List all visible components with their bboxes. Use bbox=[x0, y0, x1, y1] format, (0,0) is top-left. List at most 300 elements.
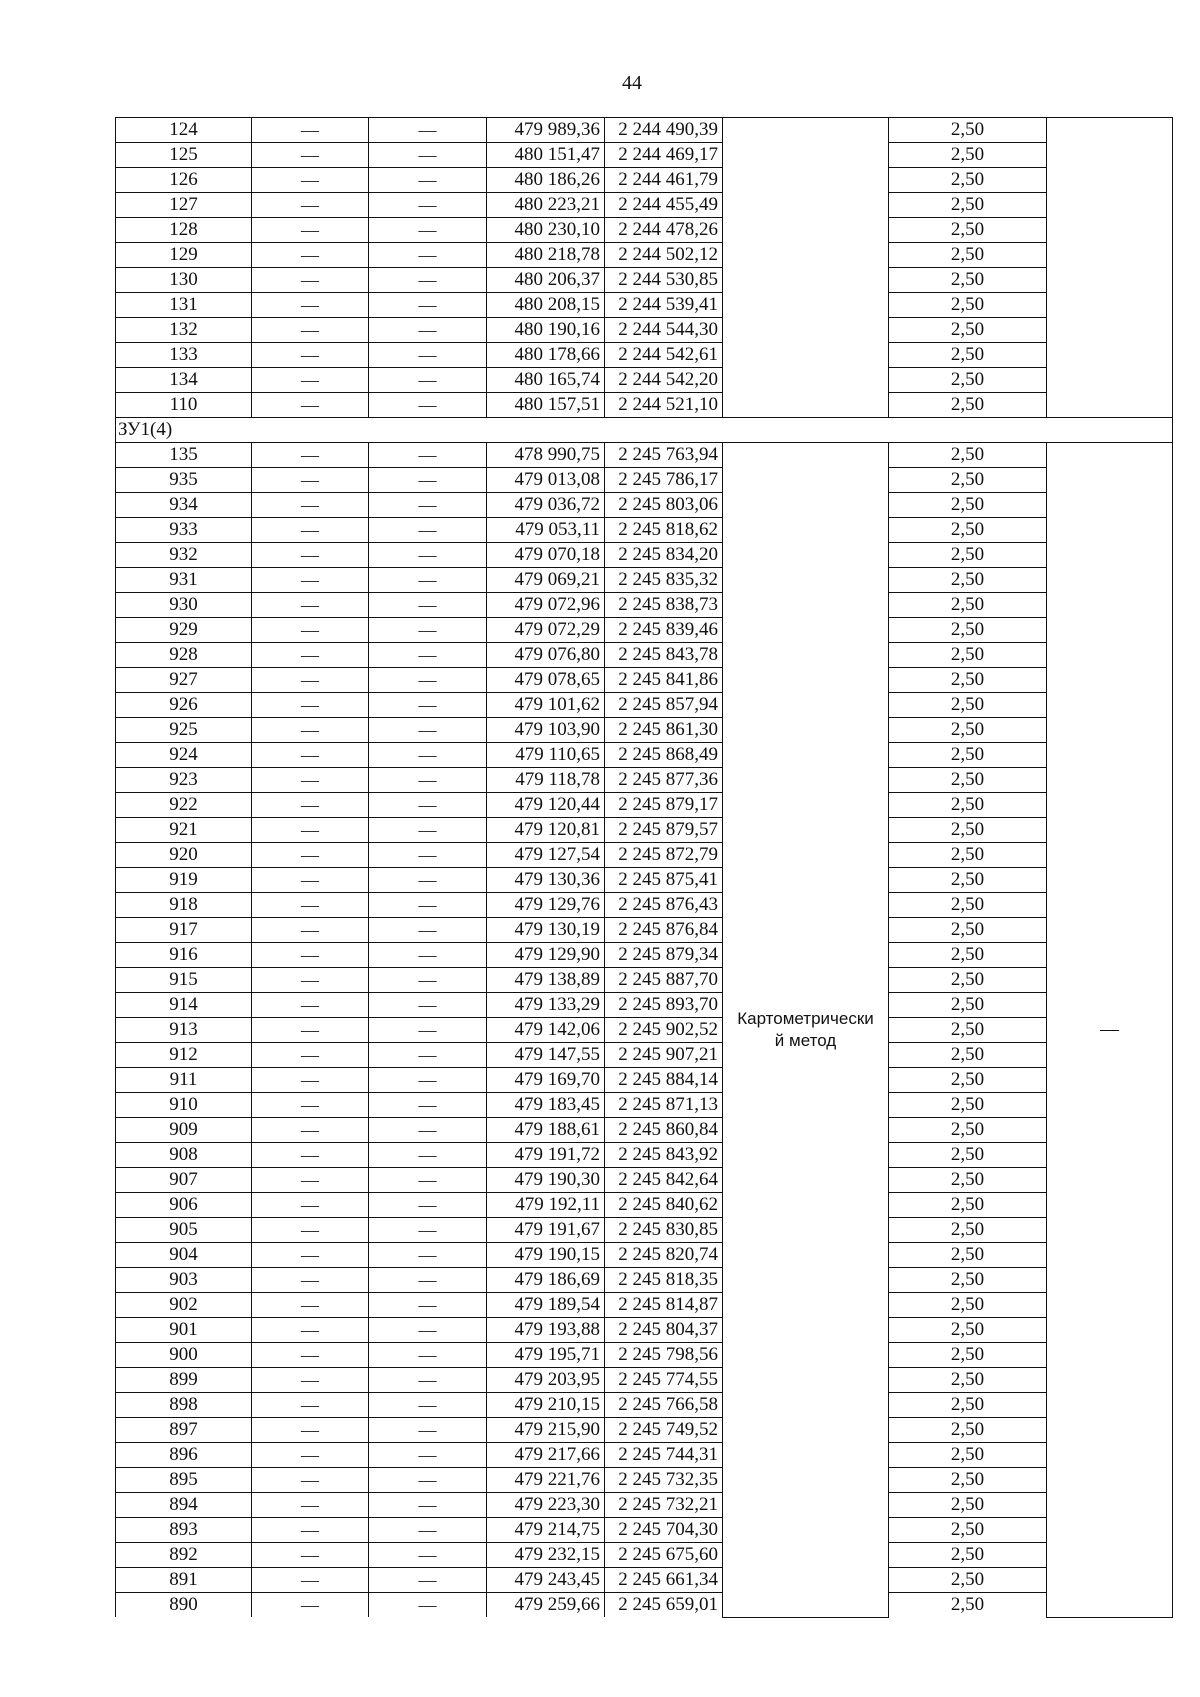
table-row bbox=[116, 543, 1173, 568]
point-number: 892 bbox=[116, 1543, 252, 1568]
point-number: 918 bbox=[116, 893, 252, 918]
table-row bbox=[116, 868, 1173, 893]
table-row bbox=[116, 193, 1173, 218]
table-row bbox=[116, 1168, 1173, 1193]
table-row bbox=[116, 818, 1173, 843]
coord-y: 2 245 732,35 bbox=[605, 1468, 723, 1493]
accuracy-value: 2,50 bbox=[889, 518, 1047, 543]
table-row bbox=[116, 318, 1173, 343]
table-row bbox=[116, 1343, 1173, 1368]
dash-cell: — bbox=[369, 1193, 487, 1218]
accuracy-value: 2,50 bbox=[889, 368, 1047, 393]
coord-y: 2 245 830,85 bbox=[605, 1218, 723, 1243]
dash-cell: — bbox=[252, 1068, 369, 1093]
dash-cell: — bbox=[252, 593, 369, 618]
dash-cell: — bbox=[252, 818, 369, 843]
dash-cell: — bbox=[252, 243, 369, 268]
coord-y: 2 245 803,06 bbox=[605, 493, 723, 518]
dash-cell: — bbox=[369, 1543, 487, 1568]
point-number: 906 bbox=[116, 1193, 252, 1218]
coord-x: 479 221,76 bbox=[487, 1468, 605, 1493]
point-number: 925 bbox=[116, 718, 252, 743]
coord-x: 479 078,65 bbox=[487, 668, 605, 693]
coord-x: 480 157,51 bbox=[487, 393, 605, 418]
coord-y: 2 244 542,20 bbox=[605, 368, 723, 393]
coord-x: 480 208,15 bbox=[487, 293, 605, 318]
coord-x: 479 191,72 bbox=[487, 1143, 605, 1168]
coord-x: 479 036,72 bbox=[487, 493, 605, 518]
coord-x: 479 259,66 bbox=[487, 1593, 605, 1618]
coord-y: 2 244 478,26 bbox=[605, 218, 723, 243]
coord-x: 479 053,11 bbox=[487, 518, 605, 543]
accuracy-value: 2,50 bbox=[889, 268, 1047, 293]
coord-y: 2 245 818,35 bbox=[605, 1268, 723, 1293]
accuracy-value: 2,50 bbox=[889, 468, 1047, 493]
table-row bbox=[116, 1093, 1173, 1118]
point-number: 913 bbox=[116, 1018, 252, 1043]
coord-y: 2 245 868,49 bbox=[605, 743, 723, 768]
coord-x: 479 101,62 bbox=[487, 693, 605, 718]
point-number: 919 bbox=[116, 868, 252, 893]
table-row bbox=[116, 443, 1173, 468]
point-number: 896 bbox=[116, 1443, 252, 1468]
accuracy-value: 2,50 bbox=[889, 1493, 1047, 1518]
dash-cell: — bbox=[252, 518, 369, 543]
accuracy-value: 2,50 bbox=[889, 168, 1047, 193]
dash-cell: — bbox=[369, 1018, 487, 1043]
coord-x: 479 232,15 bbox=[487, 1543, 605, 1568]
accuracy-value: 2,50 bbox=[889, 743, 1047, 768]
accuracy-value: 2,50 bbox=[889, 143, 1047, 168]
point-number: 899 bbox=[116, 1368, 252, 1393]
point-number: 912 bbox=[116, 1043, 252, 1068]
coord-x: 479 223,30 bbox=[487, 1493, 605, 1518]
coord-y: 2 245 835,32 bbox=[605, 568, 723, 593]
coord-x: 480 186,26 bbox=[487, 168, 605, 193]
table-row bbox=[116, 143, 1173, 168]
coord-y: 2 244 530,85 bbox=[605, 268, 723, 293]
coord-y: 2 245 820,74 bbox=[605, 1243, 723, 1268]
point-number: 129 bbox=[116, 243, 252, 268]
accuracy-value: 2,50 bbox=[889, 1468, 1047, 1493]
coord-x: 479 210,15 bbox=[487, 1393, 605, 1418]
accuracy-value: 2,50 bbox=[889, 1268, 1047, 1293]
point-number: 908 bbox=[116, 1143, 252, 1168]
section-label: ЗУ1(4) bbox=[116, 418, 1173, 443]
note-cell: — bbox=[1047, 443, 1173, 1618]
table-row bbox=[116, 1418, 1173, 1443]
accuracy-value: 2,50 bbox=[889, 1318, 1047, 1343]
coord-y: 2 244 502,12 bbox=[605, 243, 723, 268]
point-number: 917 bbox=[116, 918, 252, 943]
dash-cell: — bbox=[252, 768, 369, 793]
coord-y: 2 245 744,31 bbox=[605, 1443, 723, 1468]
accuracy-value: 2,50 bbox=[889, 1568, 1047, 1593]
coord-y: 2 245 732,21 bbox=[605, 1493, 723, 1518]
table-row bbox=[116, 393, 1173, 418]
accuracy-value: 2,50 bbox=[889, 1193, 1047, 1218]
point-number: 130 bbox=[116, 268, 252, 293]
dash-cell: — bbox=[369, 1568, 487, 1593]
coord-y: 2 244 490,39 bbox=[605, 118, 723, 143]
dash-cell: — bbox=[369, 243, 487, 268]
table-row bbox=[116, 1593, 1173, 1618]
point-number: 933 bbox=[116, 518, 252, 543]
table-row bbox=[116, 1393, 1173, 1418]
coord-x: 479 072,96 bbox=[487, 593, 605, 618]
dash-cell: — bbox=[252, 443, 369, 468]
dash-cell: — bbox=[252, 1168, 369, 1193]
dash-cell: — bbox=[252, 918, 369, 943]
coord-x: 480 223,21 bbox=[487, 193, 605, 218]
dash-cell: — bbox=[252, 1468, 369, 1493]
table-row bbox=[116, 218, 1173, 243]
dash-cell: — bbox=[252, 1268, 369, 1293]
point-number: 930 bbox=[116, 593, 252, 618]
point-number: 932 bbox=[116, 543, 252, 568]
accuracy-value: 2,50 bbox=[889, 843, 1047, 868]
coord-y: 2 245 766,58 bbox=[605, 1393, 723, 1418]
table-row bbox=[116, 518, 1173, 543]
coord-x: 479 118,78 bbox=[487, 768, 605, 793]
coord-y: 2 245 774,55 bbox=[605, 1368, 723, 1393]
coord-y: 2 244 521,10 bbox=[605, 393, 723, 418]
point-number: 909 bbox=[116, 1118, 252, 1143]
accuracy-value: 2,50 bbox=[889, 818, 1047, 843]
dash-cell: — bbox=[252, 618, 369, 643]
coord-y: 2 245 861,30 bbox=[605, 718, 723, 743]
dash-cell: — bbox=[252, 1043, 369, 1068]
table-row bbox=[116, 1468, 1173, 1493]
accuracy-value: 2,50 bbox=[889, 693, 1047, 718]
table-row bbox=[116, 643, 1173, 668]
coord-x: 480 230,10 bbox=[487, 218, 605, 243]
accuracy-value: 2,50 bbox=[889, 668, 1047, 693]
dash-cell: — bbox=[369, 1318, 487, 1343]
coordinates-table bbox=[115, 117, 1173, 1618]
section-header-row bbox=[116, 418, 1173, 443]
dash-cell: — bbox=[369, 1243, 487, 1268]
coord-x: 479 190,15 bbox=[487, 1243, 605, 1268]
dash-cell: — bbox=[369, 118, 487, 143]
table-row bbox=[116, 918, 1173, 943]
dash-cell: — bbox=[369, 318, 487, 343]
point-number: 128 bbox=[116, 218, 252, 243]
dash-cell: — bbox=[252, 1093, 369, 1118]
coord-y: 2 245 798,56 bbox=[605, 1343, 723, 1368]
dash-cell: — bbox=[252, 1193, 369, 1218]
dash-cell: — bbox=[369, 293, 487, 318]
table-row bbox=[116, 1543, 1173, 1568]
coord-x: 479 130,36 bbox=[487, 868, 605, 893]
dash-cell: — bbox=[369, 518, 487, 543]
accuracy-value: 2,50 bbox=[889, 943, 1047, 968]
table-row bbox=[116, 1118, 1173, 1143]
dash-cell: — bbox=[369, 718, 487, 743]
coord-x: 480 165,74 bbox=[487, 368, 605, 393]
dash-cell: — bbox=[369, 743, 487, 768]
coord-y: 2 245 659,01 bbox=[605, 1593, 723, 1618]
table-row bbox=[116, 1293, 1173, 1318]
accuracy-value: 2,50 bbox=[889, 1243, 1047, 1268]
table-row bbox=[116, 768, 1173, 793]
coord-x: 479 120,81 bbox=[487, 818, 605, 843]
accuracy-value: 2,50 bbox=[889, 1518, 1047, 1543]
dash-cell: — bbox=[369, 693, 487, 718]
coord-x: 479 147,55 bbox=[487, 1043, 605, 1068]
point-number: 890 bbox=[116, 1593, 252, 1618]
point-number: 929 bbox=[116, 618, 252, 643]
dash-cell: — bbox=[369, 768, 487, 793]
point-number: 126 bbox=[116, 168, 252, 193]
table-row bbox=[116, 843, 1173, 868]
point-number: 125 bbox=[116, 143, 252, 168]
accuracy-value: 2,50 bbox=[889, 1368, 1047, 1393]
dash-cell: — bbox=[369, 1043, 487, 1068]
point-number: 915 bbox=[116, 968, 252, 993]
table-row bbox=[116, 1018, 1173, 1043]
coord-x: 479 190,30 bbox=[487, 1168, 605, 1193]
coord-y: 2 245 879,57 bbox=[605, 818, 723, 843]
coord-x: 479 138,89 bbox=[487, 968, 605, 993]
coord-y: 2 244 469,17 bbox=[605, 143, 723, 168]
dash-cell: — bbox=[252, 643, 369, 668]
coord-x: 480 151,47 bbox=[487, 143, 605, 168]
dash-cell: — bbox=[369, 1468, 487, 1493]
dash-cell: — bbox=[369, 343, 487, 368]
point-number: 907 bbox=[116, 1168, 252, 1193]
group-2-rows bbox=[116, 443, 1173, 1618]
accuracy-value: 2,50 bbox=[889, 1068, 1047, 1093]
dash-cell: — bbox=[252, 168, 369, 193]
dash-cell: — bbox=[369, 1518, 487, 1543]
table-row bbox=[116, 343, 1173, 368]
table-row bbox=[116, 268, 1173, 293]
method-line-1: Картометрически bbox=[737, 1008, 874, 1028]
dash-cell: — bbox=[369, 1168, 487, 1193]
table-row bbox=[116, 1443, 1173, 1468]
method-cell bbox=[723, 118, 889, 418]
coord-x: 479 070,18 bbox=[487, 543, 605, 568]
dash-cell: — bbox=[252, 143, 369, 168]
accuracy-value: 2,50 bbox=[889, 1043, 1047, 1068]
coord-y: 2 245 843,92 bbox=[605, 1143, 723, 1168]
accuracy-value: 2,50 bbox=[889, 718, 1047, 743]
dash-cell: — bbox=[369, 793, 487, 818]
dash-cell: — bbox=[369, 268, 487, 293]
dash-cell: — bbox=[369, 1093, 487, 1118]
coord-x: 479 183,45 bbox=[487, 1093, 605, 1118]
point-number: 124 bbox=[116, 118, 252, 143]
coord-x: 479 133,29 bbox=[487, 993, 605, 1018]
dash-cell: — bbox=[252, 893, 369, 918]
table-row bbox=[116, 568, 1173, 593]
coord-y: 2 244 539,41 bbox=[605, 293, 723, 318]
table-row bbox=[116, 168, 1173, 193]
accuracy-value: 2,50 bbox=[889, 1218, 1047, 1243]
dash-cell: — bbox=[252, 318, 369, 343]
coord-y: 2 245 877,36 bbox=[605, 768, 723, 793]
dash-cell: — bbox=[252, 1568, 369, 1593]
point-number: 934 bbox=[116, 493, 252, 518]
dash-cell: — bbox=[369, 1268, 487, 1293]
dash-cell: — bbox=[369, 218, 487, 243]
coord-y: 2 245 841,86 bbox=[605, 668, 723, 693]
accuracy-value: 2,50 bbox=[889, 1343, 1047, 1368]
coord-y: 2 245 704,30 bbox=[605, 1518, 723, 1543]
dash-cell: — bbox=[252, 993, 369, 1018]
dash-cell: — bbox=[369, 1293, 487, 1318]
point-number: 920 bbox=[116, 843, 252, 868]
dash-cell: — bbox=[369, 868, 487, 893]
accuracy-value: 2,50 bbox=[889, 243, 1047, 268]
dash-cell: — bbox=[369, 193, 487, 218]
dash-cell: — bbox=[252, 193, 369, 218]
table-row bbox=[116, 1193, 1173, 1218]
dash-cell: — bbox=[369, 643, 487, 668]
coord-x: 479 192,11 bbox=[487, 1193, 605, 1218]
dash-cell: — bbox=[252, 368, 369, 393]
accuracy-value: 2,50 bbox=[889, 918, 1047, 943]
coord-y: 2 245 857,94 bbox=[605, 693, 723, 718]
point-number: 132 bbox=[116, 318, 252, 343]
accuracy-value: 2,50 bbox=[889, 118, 1047, 143]
dash-cell: — bbox=[369, 1218, 487, 1243]
coord-y: 2 245 884,14 bbox=[605, 1068, 723, 1093]
point-number: 924 bbox=[116, 743, 252, 768]
table-row bbox=[116, 1518, 1173, 1543]
dash-cell: — bbox=[369, 1118, 487, 1143]
coord-y: 2 245 871,13 bbox=[605, 1093, 723, 1118]
method-cell bbox=[723, 443, 889, 1618]
dash-cell: — bbox=[369, 493, 487, 518]
accuracy-value: 2,50 bbox=[889, 618, 1047, 643]
coord-y: 2 244 461,79 bbox=[605, 168, 723, 193]
point-number: 902 bbox=[116, 1293, 252, 1318]
point-number: 131 bbox=[116, 293, 252, 318]
coord-y: 2 245 887,70 bbox=[605, 968, 723, 993]
coord-y: 2 245 907,21 bbox=[605, 1043, 723, 1068]
coord-y: 2 245 902,52 bbox=[605, 1018, 723, 1043]
coord-x: 479 215,90 bbox=[487, 1418, 605, 1443]
dash-cell: — bbox=[369, 1143, 487, 1168]
accuracy-value: 2,50 bbox=[889, 968, 1047, 993]
coord-x: 480 178,66 bbox=[487, 343, 605, 368]
dash-cell: — bbox=[369, 668, 487, 693]
dash-cell: — bbox=[252, 293, 369, 318]
dash-cell: — bbox=[252, 343, 369, 368]
point-number: 927 bbox=[116, 668, 252, 693]
coord-y: 2 245 839,46 bbox=[605, 618, 723, 643]
dash-cell: — bbox=[369, 1493, 487, 1518]
table-row bbox=[116, 243, 1173, 268]
point-number: 922 bbox=[116, 793, 252, 818]
coord-x: 479 203,95 bbox=[487, 1368, 605, 1393]
table-row bbox=[116, 968, 1173, 993]
coord-x: 479 072,29 bbox=[487, 618, 605, 643]
dash-cell: — bbox=[369, 593, 487, 618]
coord-x: 479 013,08 bbox=[487, 468, 605, 493]
dash-cell: — bbox=[369, 168, 487, 193]
point-number: 926 bbox=[116, 693, 252, 718]
table-row bbox=[116, 1268, 1173, 1293]
accuracy-value: 2,50 bbox=[889, 1593, 1047, 1618]
coord-y: 2 245 879,17 bbox=[605, 793, 723, 818]
coord-y: 2 245 834,20 bbox=[605, 543, 723, 568]
point-number: 901 bbox=[116, 1318, 252, 1343]
point-number: 898 bbox=[116, 1393, 252, 1418]
dash-cell: — bbox=[252, 1518, 369, 1543]
table-row bbox=[116, 718, 1173, 743]
dash-cell: — bbox=[252, 743, 369, 768]
dash-cell: — bbox=[252, 543, 369, 568]
accuracy-value: 2,50 bbox=[889, 1293, 1047, 1318]
accuracy-value: 2,50 bbox=[889, 1143, 1047, 1168]
coord-y: 2 245 838,73 bbox=[605, 593, 723, 618]
accuracy-value: 2,50 bbox=[889, 643, 1047, 668]
table-row bbox=[116, 468, 1173, 493]
method-line-2: й метод bbox=[774, 1030, 837, 1050]
table-row bbox=[116, 293, 1173, 318]
group-1-rows bbox=[116, 118, 1173, 418]
table-row bbox=[116, 1218, 1173, 1243]
dash-cell: — bbox=[369, 943, 487, 968]
table-row bbox=[116, 668, 1173, 693]
coord-x: 480 206,37 bbox=[487, 268, 605, 293]
point-number: 921 bbox=[116, 818, 252, 843]
point-number: 894 bbox=[116, 1493, 252, 1518]
table-row bbox=[116, 368, 1173, 393]
dash-cell: — bbox=[252, 118, 369, 143]
point-number: 911 bbox=[116, 1068, 252, 1093]
point-number: 904 bbox=[116, 1243, 252, 1268]
dash-cell: — bbox=[252, 668, 369, 693]
dash-cell: — bbox=[252, 1443, 369, 1468]
dash-cell: — bbox=[252, 1418, 369, 1443]
point-number: 931 bbox=[116, 568, 252, 593]
dash-cell: — bbox=[369, 143, 487, 168]
coord-x: 479 076,80 bbox=[487, 643, 605, 668]
coord-y: 2 245 879,34 bbox=[605, 943, 723, 968]
dash-cell: — bbox=[369, 1443, 487, 1468]
dash-cell: — bbox=[369, 1393, 487, 1418]
point-number: 897 bbox=[116, 1418, 252, 1443]
dash-cell: — bbox=[369, 393, 487, 418]
coord-x: 479 243,45 bbox=[487, 1568, 605, 1593]
coord-x: 479 189,54 bbox=[487, 1293, 605, 1318]
dash-cell: — bbox=[252, 268, 369, 293]
coord-x: 479 186,69 bbox=[487, 1268, 605, 1293]
dash-cell: — bbox=[252, 843, 369, 868]
coord-y: 2 245 804,37 bbox=[605, 1318, 723, 1343]
accuracy-value: 2,50 bbox=[889, 193, 1047, 218]
dash-cell: — bbox=[369, 443, 487, 468]
coord-y: 2 245 893,70 bbox=[605, 993, 723, 1018]
table-row bbox=[116, 493, 1173, 518]
point-number: 914 bbox=[116, 993, 252, 1018]
point-number: 903 bbox=[116, 1268, 252, 1293]
coord-x: 478 990,75 bbox=[487, 443, 605, 468]
table-row bbox=[116, 1368, 1173, 1393]
table-row bbox=[116, 1568, 1173, 1593]
accuracy-value: 2,50 bbox=[889, 443, 1047, 468]
accuracy-value: 2,50 bbox=[889, 568, 1047, 593]
dash-cell: — bbox=[369, 1418, 487, 1443]
point-number: 905 bbox=[116, 1218, 252, 1243]
dash-cell: — bbox=[252, 718, 369, 743]
dash-cell: — bbox=[252, 1343, 369, 1368]
dash-cell: — bbox=[369, 893, 487, 918]
